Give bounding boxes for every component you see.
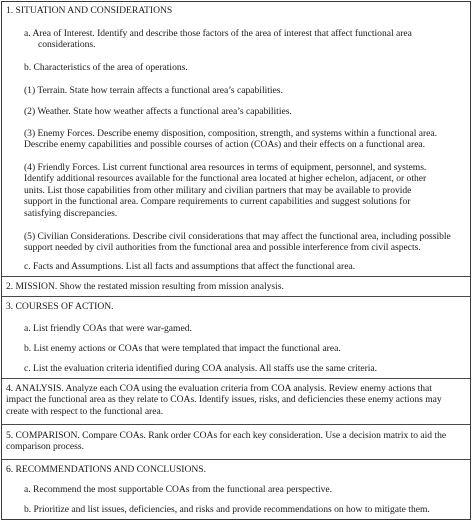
section-4-row <box>2 379 470 425</box>
item-6a: a. Recommend the most supportable COAs from the functional area perspective. <box>24 484 333 495</box>
item-1b1-line-1: (1) Terrain. State how terrain affects a functional area’s capabilities. <box>24 85 283 96</box>
item-1b4-line-1: (4) Friendly Forces. List current functional area resources in terms of equipment, personnel, and systems. <box>24 162 427 173</box>
item-1b4-line-3: units. List those capabilities from other military and civilian partners that may be available to provide <box>24 184 412 196</box>
item-6b: b. Prioritize and list issues, deficiencies, and risks and provide recommendations on how to mitigate them. <box>24 504 430 515</box>
section-3-row <box>2 297 470 379</box>
item-1b2 <box>24 106 292 117</box>
section-6-heading: 6. RECOMMENDATIONS AND CONCLUSIONS. <box>6 464 206 475</box>
section-4-line-2: impact the functional area as they relate to COAs. Identify issues, risks, and deficiencies these enemy actions may <box>6 394 442 406</box>
item-3a: a. List friendly COAs that were war-gamed. <box>24 323 192 334</box>
item-1b4-line-2: Identify additional resources available for the functional area located at higher echelon, adjacent, or other <box>24 173 427 185</box>
item-1c <box>24 261 355 272</box>
item-1b1 <box>24 85 283 96</box>
item-1b3 <box>24 128 437 151</box>
section-2-heading: 2. MISSION. Show the restated mission resulting from mission analysis. <box>6 281 284 292</box>
item-1b5-line-2: support needed by civil authorities from the functional area and possible interference from civil aspects. <box>24 242 421 254</box>
section-2-row <box>2 277 470 297</box>
section-6-row <box>2 460 470 521</box>
item-1b <box>24 62 188 73</box>
item-1b4-line-4: support in the functional area. Compare requirements to current capabilities and suggest solutions for <box>24 196 411 208</box>
document-table <box>1 1 471 520</box>
section-4-line-3: create with respect to the functional area. <box>6 405 164 417</box>
item-1b4-line-5: satisfying discrepancies. <box>24 207 118 219</box>
section-1-heading: 1. SITUATION AND CONSIDERATIONS <box>6 5 173 16</box>
section-5-line-1: 5. COMPARISON. Compare COAs. Rank order COAs for each key consideration. Use a decision matrix to aid the <box>6 430 447 441</box>
item-1c-line-1: c. Facts and Assumptions. List all facts and assumptions that affect the functional area. <box>24 261 356 272</box>
item-1b3-line-2: Describe enemy capabilities and possible courses of action (COAs) and their effects on a functional area. <box>24 139 426 151</box>
item-1b5-line-1: (5) Civilian Considerations. Describe civil considerations that may affect the functional area, including possible <box>24 231 451 242</box>
item-1b-line-1: b. Characteristics of the area of operations. <box>24 62 188 73</box>
section-5-row <box>2 425 470 460</box>
section-5-heading <box>6 430 446 453</box>
item-3c: c. List the evaluation criteria identified during COA analysis. All staffs use the same criteria. <box>24 363 378 374</box>
item-1a-line-1: a. Area of Interest. Identify and describe those factors of the area of interest that affect functional area <box>24 28 412 39</box>
section-3-heading: 3. COURSES OF ACTION. <box>6 301 114 312</box>
section-1-row <box>2 2 470 277</box>
item-1b3-line-1: (3) Enemy Forces. Describe enemy disposition, composition, strength, and systems within a functional area. <box>24 128 437 139</box>
item-3b: b. List enemy actions or COAs that were templated that impact the functional area. <box>24 343 341 354</box>
section-5-line-2: comparison process. <box>6 441 84 453</box>
item-1b4 <box>24 162 426 219</box>
section-4-line-1: 4. ANALYSIS. Analyze each COA using the evaluation criteria from COA analysis. Review enemy actions that <box>6 383 432 394</box>
item-1a-line-2: considerations. <box>38 39 96 51</box>
item-1a <box>24 28 412 51</box>
item-1b5 <box>24 231 451 254</box>
item-1b2-line-1: (2) Weather. State how weather affects a functional area’s capabilities. <box>24 106 292 117</box>
section-4-heading <box>6 383 442 417</box>
